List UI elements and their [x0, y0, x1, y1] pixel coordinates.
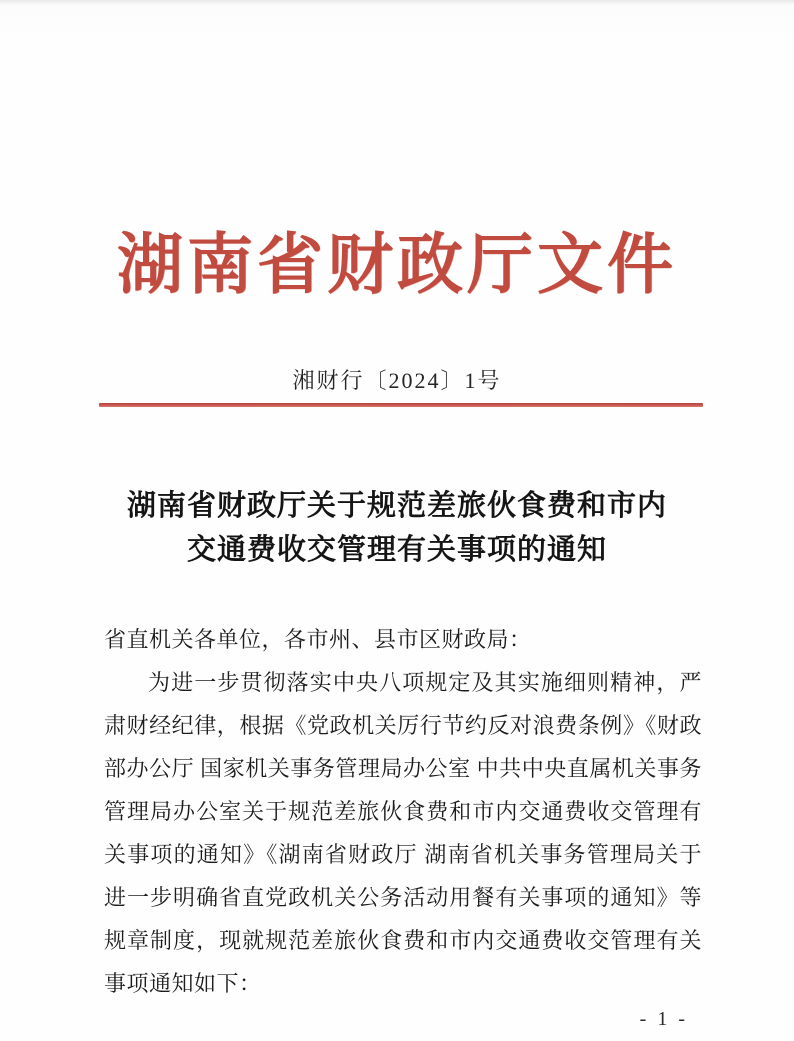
document-title-line2: 交通费收交管理有关事项的通知 — [186, 534, 607, 566]
document-title-line1: 湖南省财政厅关于规范差旅伙食费和市内 — [126, 490, 667, 522]
page-number: - 1 - — [639, 1008, 688, 1030]
salutation-line: 省直机关各单位，各市州、县市区财政局： — [104, 627, 532, 652]
document-number: 湘财行〔2024〕1号 — [292, 368, 502, 393]
document-title — [60, 484, 734, 572]
scan-edge-artifact — [0, 0, 794, 5]
document-body — [104, 618, 702, 1005]
red-divider-line — [99, 403, 703, 407]
letterhead-title: 湖南省财政厅文件 — [117, 229, 677, 302]
body-paragraph: 为进一步贯彻落实中央八项规定及其实施细则精神，严肃财经纪律，根据《党政机关厉行节约反对浪费条例》《财政部办公厅 国家机关事务管理局办公室 中共中央直属机关事务管理局办公室关于规范差旅伙食费和市内交通费收交管理有关事项的通知》《湖南省财政厅 湖南省机关事务管理局关于进一步明确省直党政机关公务活动用餐有关事项的通知》等规章制度，现就规范差旅伙食费和市内交通费收交管理有关事项通知如下： — [104, 670, 702, 996]
